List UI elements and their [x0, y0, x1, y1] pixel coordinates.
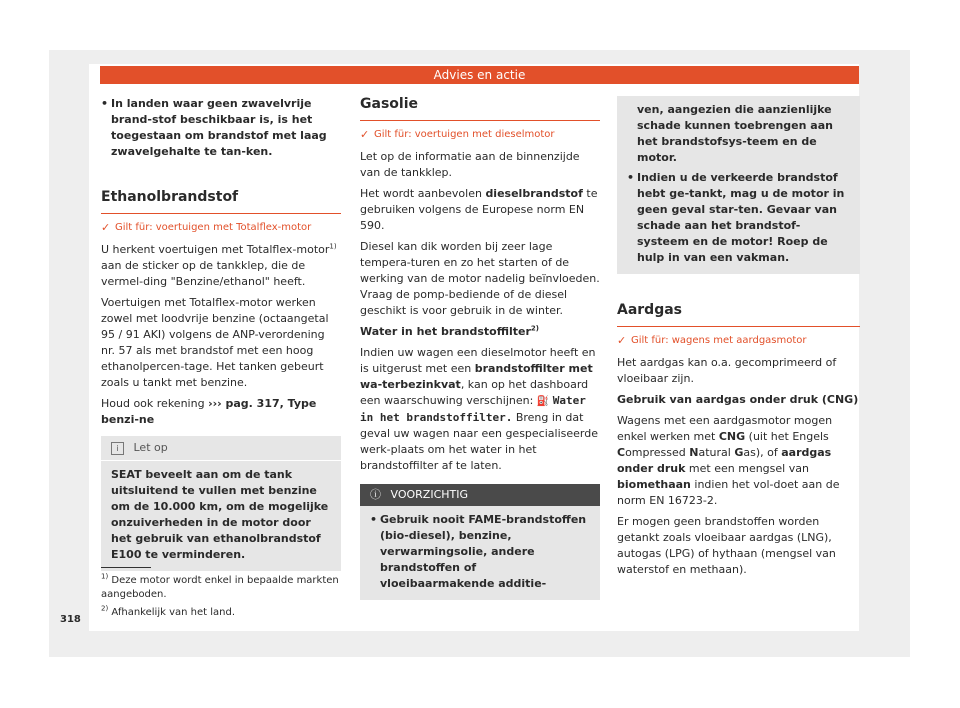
section-title-natural-gas: Aardgas	[617, 302, 860, 327]
footnote-1: $^{1)}$ Deze motor wordt enkel in bepaalde markten aangeboden.	[101, 572, 339, 600]
applies-to-ethanol: ✓ Gilt für: voertuigen met Totalflex-motor	[101, 221, 312, 234]
checkmark-icon: ✓	[101, 221, 111, 234]
checkmark-icon: ✓	[617, 334, 627, 347]
caution-bullet: • Gebruik nooit FAME-brandstoffen (bio-diesel), benzine, verwarmingsolie, andere brandstoffen of vloeibaarmakende additie-	[370, 513, 587, 590]
column-3	[617, 96, 860, 583]
applies-to-diesel: ✓ Gilt für: voertuigen met dieselmotor	[360, 128, 555, 141]
section-title-ethanol: Ethanolbrandstof	[101, 189, 341, 214]
bullet-dot-icon: •	[101, 97, 109, 110]
footnote-divider	[101, 567, 151, 568]
page-number: 318	[60, 614, 81, 625]
paragraph: Het wordt aanbevolen dieselbrandstof te gebruiken volgens de Europese norm EN 590.	[360, 187, 598, 232]
paragraph: Er mogen geen brandstoffen worden getankt zoals vloeibaar aardgas (LNG), autogas (LPG) of hythaan (mengsel van waterstof en methaan).	[617, 515, 836, 576]
subheading-water: Water in het brandstoffilter$^{2)}$	[360, 324, 539, 338]
bullet-dot-icon: •	[370, 513, 378, 526]
paragraph: Let op de informatie aan de binnenzijde van de tankklep.	[360, 150, 580, 179]
footnote-2: $^{2)}$ Afhankelijk van het land.	[101, 604, 235, 618]
paragraph: Diesel kan dik worden bij zeer lage tempera-turen en zo het starten of de werking van de motor nadelig beïnvloeden. Vraag de pomp-bediende of de diesel geschikt is voor gebruik in de winter.	[360, 240, 600, 317]
subheading-cng: Gebruik van aardgas onder druk (CNG)	[617, 393, 859, 406]
caution-continued: ven, aangezien die aanzienlijke schade kunnen toebrengen aan het brandstofsys-teem en de motor. • Indien u de verkeerde brandstof hebt ge-tankt, mag u de motor in geen geval star-ten. Gevaar van schade aan het brandstof-systeem en de motor! Roep de hulp in van een vakman.	[617, 96, 860, 274]
footnotes	[101, 574, 341, 624]
checkmark-icon: ✓	[360, 128, 370, 141]
note-box	[101, 436, 341, 571]
caution-box	[360, 484, 600, 600]
bullet-sulfur: • In landen waar geen zwavelvrije brand-stof beschikbaar is, is het toegestaan om brandstof met laag zwavelgehalte te tan-ken.	[101, 97, 327, 158]
caution-header: ⓘ VOORZICHTIG	[360, 484, 600, 506]
applies-to-natural-gas: ✓ Gilt für: wagens met aardgasmotor	[617, 334, 807, 347]
paragraph: Houd ook rekening ››› pag. 317, Type benzi-ne	[101, 397, 317, 426]
page-reference-link[interactable]: ››› pag. 317, Type benzi-ne	[101, 397, 317, 426]
warning-icon: ⓘ	[370, 488, 381, 501]
column-1	[101, 96, 341, 571]
paragraph: Het aardgas kan o.a. gecomprimeerd of vloeibaar zijn.	[617, 356, 837, 385]
paragraph: Indien uw wagen een dieselmotor heeft en is uitgerust met een brandstoffilter met wa-terbezinkvat, kan op het dashboard een waarschuwing verschijnen: ⛽ Water in het brandstoffilter. Breng in dat geval uw wagen naar een gespecialiseerde werk-plaats om het water in het brandstoffilter af te laten.	[360, 346, 598, 472]
paragraph: Wagens met een aardgasmotor mogen enkel werken met CNG (uit het Engels Compressed Natural Gas), of aardgas onder druk met een mengsel van biomethaan indien het vol-doet aan de norm EN 16723-2.	[617, 414, 840, 507]
column-2	[360, 96, 600, 600]
paragraph: Voertuigen met Totalflex-motor werken zowel met loodvrije benzine (octaangetal 95 / 91 AKI) volgens de ANP-verordening nr. 57 als met brandstof met een hoog ethanolpercen-tage. Het tanken gebeurt zoals u tankt met benzine.	[101, 296, 329, 389]
chapter-header: Advies en actie	[100, 66, 859, 84]
info-icon: i	[111, 442, 124, 455]
paragraph: U herkent voertuigen met Totalflex-motor$^{1)}$ aan de sticker op de tankklep, die de vermel-ding "Benzine/ethanol" heeft.	[101, 242, 337, 288]
note-header: i Let op	[101, 436, 341, 461]
fuel-filter-icon: ⛽	[536, 396, 550, 407]
bullet-dot-icon: •	[627, 171, 635, 184]
section-title-diesel: Gasolie	[360, 96, 600, 121]
caution-bullet: • Indien u de verkeerde brandstof hebt ge-tankt, mag u de motor in geen geval star-ten. Gevaar van schade aan het brandstof-systeem en de motor! Roep de hulp in van een vakman.	[627, 171, 845, 264]
note-body: SEAT beveelt aan om de tank uitsluitend te vullen met benzine om de 10.000 km, om de mogelijke onzuiverheden in de motor door het gebruik van ethanolbrandstof E100 te verminderen.	[111, 468, 329, 561]
